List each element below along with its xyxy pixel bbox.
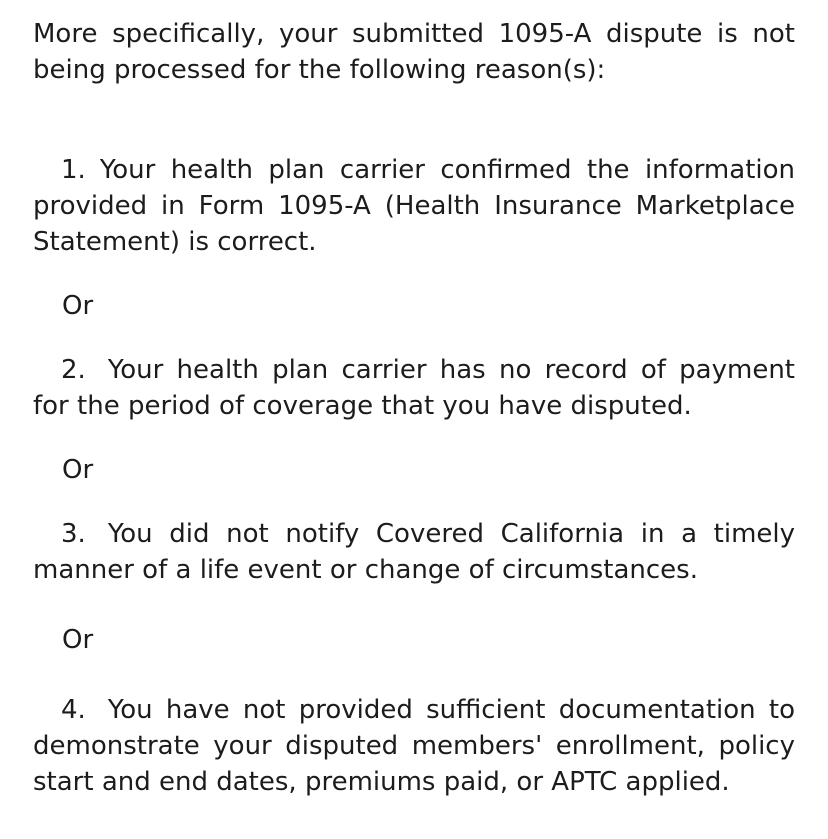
reason-number: 3. (61, 519, 86, 549)
reason-item-1 (33, 152, 795, 260)
reason-text: Your health plan carrier confirmed the information provided in Form 1095-A (Health Insurance Marketplace Statement) is correct. (33, 155, 795, 257)
intro-paragraph: More specifically, your submitted 1095-A dispute is not being processed for the following reason(s): (33, 19, 795, 85)
reason-number: 2. (61, 355, 86, 385)
reason-number: 1. (61, 155, 86, 185)
reason-text: Your health plan carrier has no record of payment for the period of coverage that you have disputed. (33, 355, 795, 421)
reason-text: You have not provided sufficient documentation to demonstrate your disputed members' enrollment, policy start and end dates, premiums paid, or APTC applied. (33, 695, 795, 797)
reason-text: You did not notify Covered California in a timely manner of a life event or change of circumstances. (33, 519, 795, 585)
or-separator: Or (62, 625, 94, 655)
reason-item-4 (33, 692, 795, 800)
or-separator: Or (62, 291, 94, 321)
reason-number: 4. (61, 695, 86, 725)
document-body (33, 16, 795, 800)
reason-item-3 (33, 516, 795, 588)
or-separator: Or (62, 455, 94, 485)
reason-item-2 (33, 352, 795, 424)
